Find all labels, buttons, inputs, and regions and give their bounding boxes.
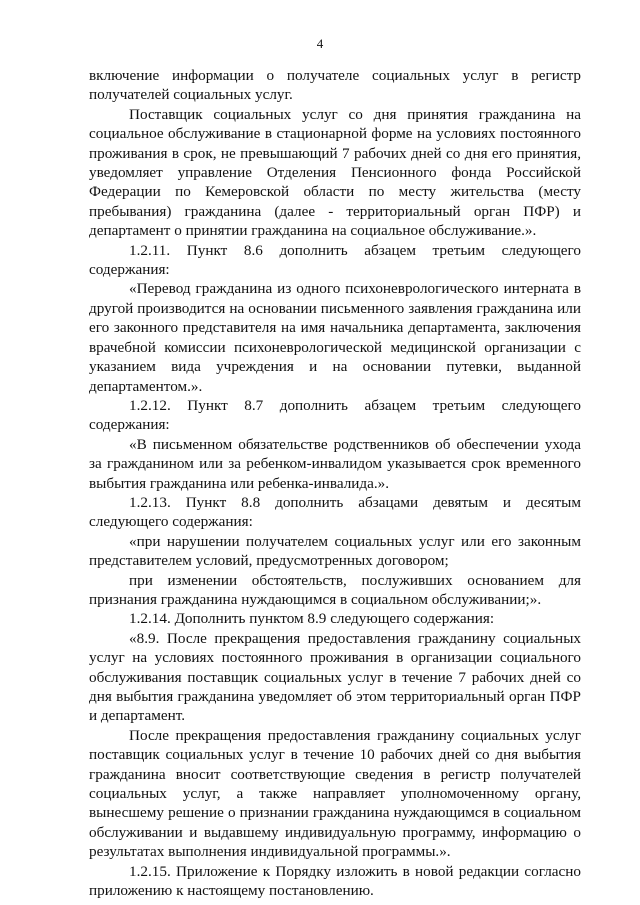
paragraph-item-1-2-13: 1.2.13. Пункт 8.8 дополнить абзацами девятым и десятым следующего содержания: xyxy=(89,493,581,531)
paragraph-circumstances-quote: при изменении обстоятельств, послуживших основанием для признания гражданина нуждающимся в социальном обслуживании;». xyxy=(89,571,581,608)
paragraph-item-1-2-11: 1.2.11. Пункт 8.6 дополнить абзацем третьим следующего содержания: xyxy=(89,241,581,279)
paragraph-item-1-2-15: 1.2.15. Приложение к Порядку изложить в новой редакции согласно приложению к настоящему постановлению. xyxy=(89,862,581,900)
paragraph-transfer-quote: «Перевод гражданина из одного психоневрологического интерната в другой производится на основании письменного заявления гражданина или его законного представителя на имя начальника департамента, заключения врачебной комиссии психоневрологической медицинской организации с указанием вида учреждения и на основании путевки, выданной департаментом.». xyxy=(89,280,581,395)
paragraph-item-8-9-quote: «8.9. После прекращения предоставления гражданину социальных услуг на условиях постоянного проживания в организации социального обслуживания поставщик социальных услуг в течение 7 рабочих дней со дня выбытия гражданина уведомляет об этом территориальный орган ПФР и департамент. xyxy=(89,629,581,725)
paragraph-violation-quote: «при нарушении получателем социальных услуг или его законным представителем условий, предусмотренных договором; xyxy=(89,532,581,570)
page-number: 4 xyxy=(316,36,324,51)
paragraph-provider-notification: Поставщик социальных услуг со дня принятия гражданина на социальное обслуживание в стационарной форме на условиях постоянного проживания в срок, не превышающий 7 рабочих дней со дня его принятия, уведомляет управление Отделения Пенсионного фонда Российской Федерации по Кемеровской области по месту жительства (месту пребывания) гражданина (далее - территориальный орган ПФР) и департамент о принятии гражданина на социальное обслуживание.». xyxy=(89,105,581,240)
paragraph-item-1-2-14: 1.2.14. Дополнить пунктом 8.9 следующего содержания: xyxy=(129,610,495,628)
paragraph-continuation: включение информации о получателе социальных услуг в регистр получателей социальных услуг. xyxy=(89,67,581,104)
paragraph-termination-register: После прекращения предоставления гражданину социальных услуг поставщик социальных услуг в течение 10 рабочих дней со дня выбытия гражданина вносит соответствующие сведения в регистр получателей социальных услуг, а также направляет уполномоченному органу, вынесшему решение о признании гражданина нуждающимся в социальном обслуживании и выдавшему индивидуальную программу, информацию о результатах выполнения индивидуальной программы.». xyxy=(89,726,581,861)
paragraph-obligation-quote: «В письменном обязательстве родственников об обеспечении ухода за гражданином или за ребенком-инвалидом указывается срок временного выбытия гражданина или ребенка-инвалида.». xyxy=(89,435,581,492)
paragraph-item-1-2-12: 1.2.12. Пункт 8.7 дополнить абзацем третьим следующего содержания: xyxy=(89,396,581,434)
document-body xyxy=(89,66,581,900)
